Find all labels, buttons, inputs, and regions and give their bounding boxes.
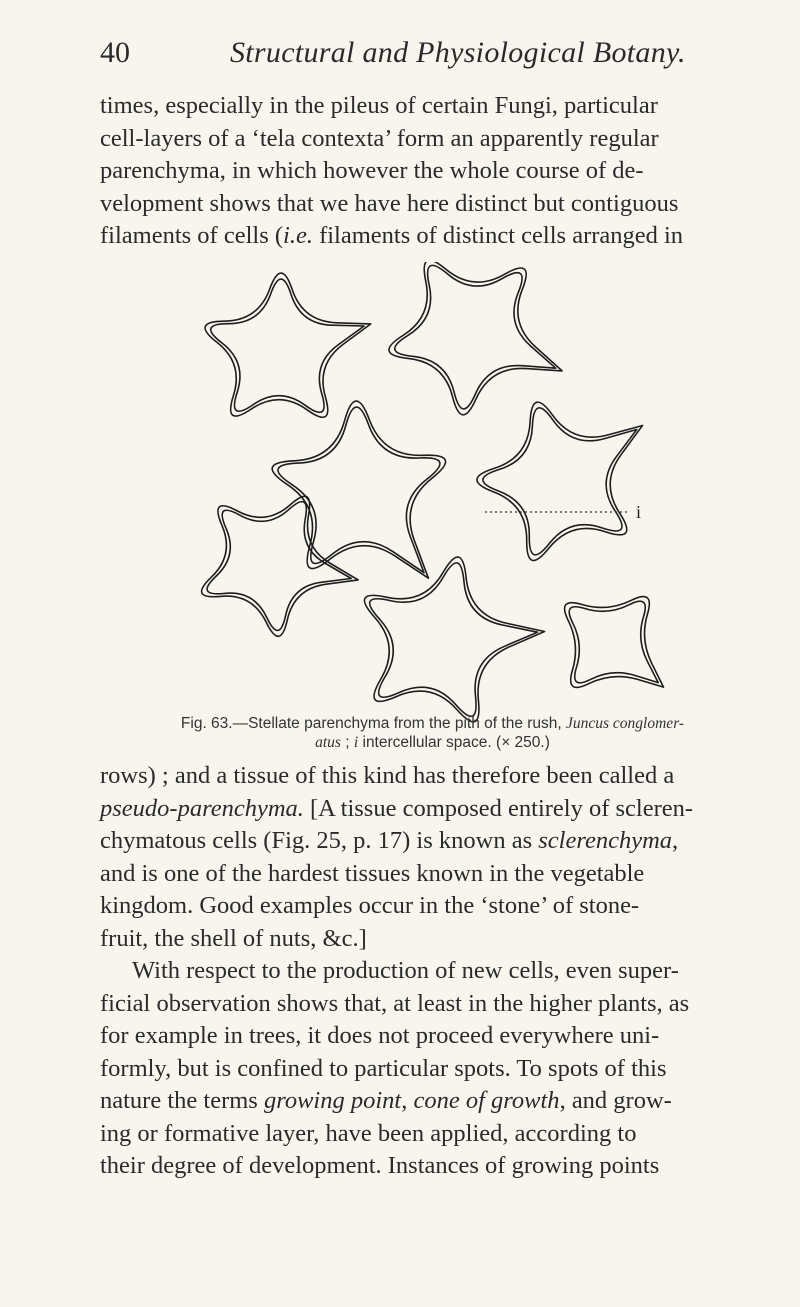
bottom-text <box>100 760 765 1183</box>
text-line: pseudo-parenchyma. [A tissue composed entirely of scleren- <box>100 794 694 822</box>
text-line: fruit, the shell of nuts, &c.] <box>100 924 367 952</box>
text-line: nature the terms growing point, cone of growth, and grow- <box>100 1087 672 1114</box>
text-line: parenchyma, in which however the whole course of de- <box>100 157 644 184</box>
page-number: 40 <box>100 36 130 69</box>
text-line: for example in trees, it does not proceed everywhere uni- <box>100 1022 660 1049</box>
text-line: chymatous cells (Fig. 25, p. 17) is known as sclerenchyma, <box>100 827 679 854</box>
cell-outer-wall <box>205 273 371 417</box>
text-line: With respect to the production of new cells, even super- <box>132 957 679 984</box>
cell-inner-wall <box>483 408 637 555</box>
text-line: ficial observation shows that, at least in the higher plants, as <box>100 989 690 1017</box>
ie-abbrev: i.e. <box>283 222 313 249</box>
figure-caption: Fig. 63.—Stellate parenchyma from the pith of the rush, Juncus conglomer- atus ; i intercellular space. (× 250.) <box>180 715 685 751</box>
page-header <box>100 36 760 76</box>
top-paragraph <box>100 90 765 253</box>
text-line: velopment shows that we have here distinct but contiguous <box>100 189 679 217</box>
running-title: Structural and Physiological Botany. <box>230 36 686 69</box>
text-line: filaments of cells (i.e. filaments of distinct cells arranged in <box>100 222 684 249</box>
cell-inner-wall <box>370 563 538 716</box>
text-line: ing or formative layer, have been applied, according to <box>100 1119 637 1147</box>
text-line: kingdom. Good examples occur in the ‘stone’ of stone- <box>100 892 640 919</box>
cell-inner-wall <box>278 407 440 573</box>
text-line: cell-layers of a ‘tela contexta’ form an apparently regular <box>100 124 659 152</box>
label-i: i <box>636 502 642 522</box>
text-line: and is one of the hardest tissues known in the vegetable <box>100 859 645 887</box>
cell-outer-wall <box>477 402 643 560</box>
text-line: formly, but is confined to particular spots. To spots of this <box>100 1054 667 1082</box>
text-line: rows) ; and a tissue of this kind has therefore been called a <box>100 762 675 789</box>
cell-inner-wall <box>207 502 351 631</box>
text-line: times, especially in the pileus of certain Fungi, particular <box>100 92 658 119</box>
text-line: their degree of development. Instances of growing points <box>100 1152 660 1179</box>
stellate-cells-illustration <box>160 262 670 732</box>
cell-inner-wall <box>395 265 556 408</box>
figure-stellate-parenchyma <box>160 262 670 732</box>
